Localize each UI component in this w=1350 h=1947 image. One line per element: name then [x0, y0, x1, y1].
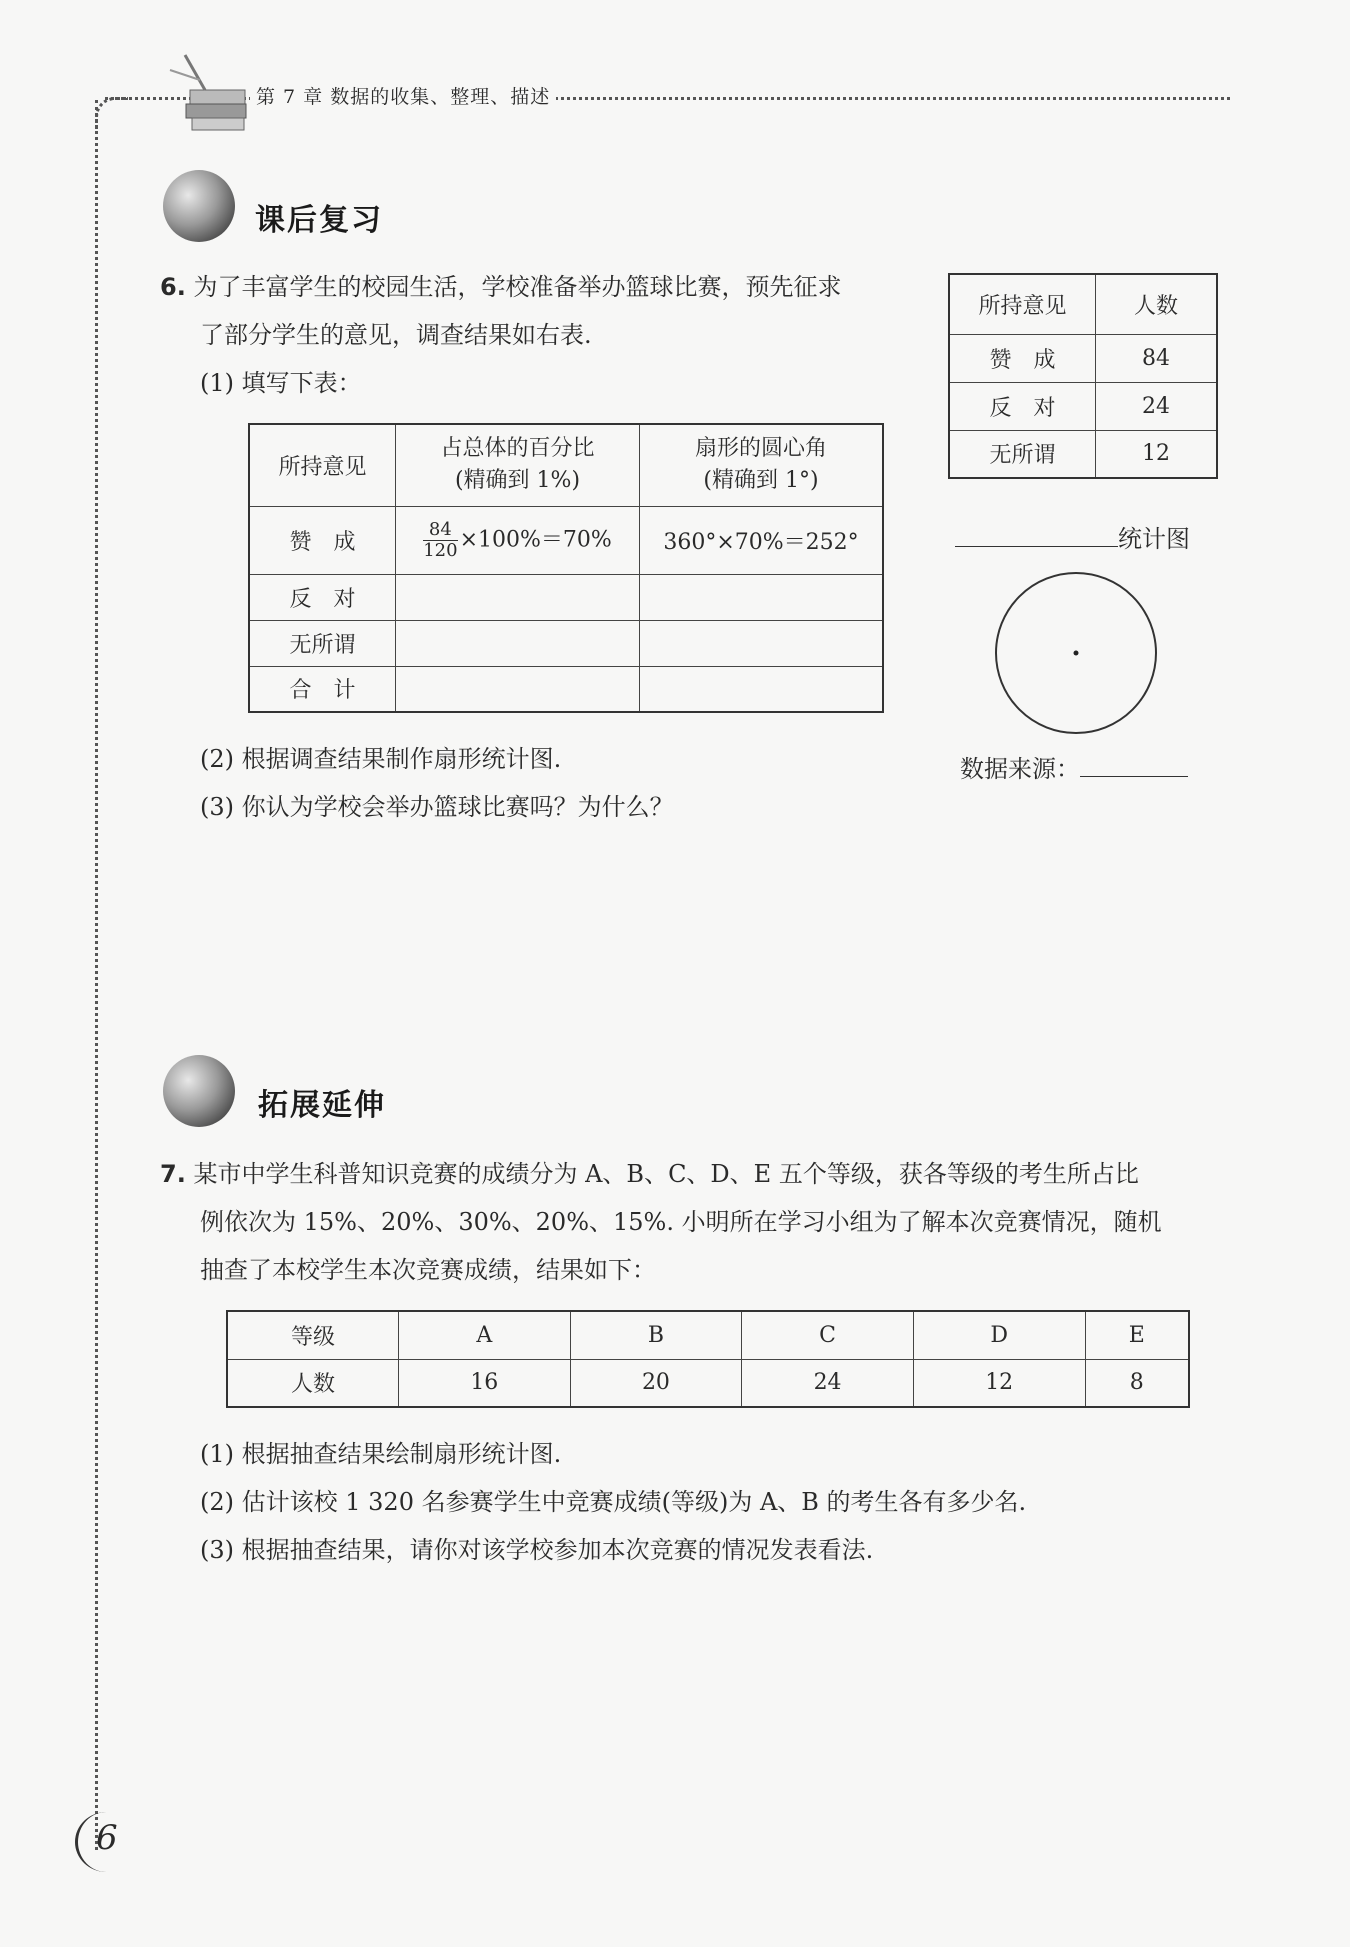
chart-caption: 统计图 [955, 520, 1190, 556]
fraction: $\frac{84}{120}$ [423, 518, 458, 561]
fill-header-opinion: 所持意见 [249, 424, 396, 506]
pie-chart-circle [993, 570, 1159, 736]
q6-line1: 6. 为了丰富学生的校园生活，学校准备举办篮球比赛，预先征求 [160, 273, 842, 301]
fill-blank-cell[interactable] [640, 574, 884, 620]
q6-line2: 了部分学生的意见，调查结果如右表. [200, 321, 592, 349]
q7-number: 7. [160, 1160, 186, 1188]
fill-row-label: 无所谓 [249, 620, 396, 666]
section-title-review: 课后复习 [255, 203, 383, 238]
fill-blank-cell[interactable] [396, 620, 640, 666]
page-border-corner [95, 97, 128, 130]
header-books-icon [160, 50, 255, 135]
page-number: 6 [75, 1812, 138, 1872]
q7-part3: (3) 根据抽查结果，请你对该学校参加本次竞赛的情况发表看法. [200, 1536, 874, 1564]
survey-cell: 赞 成 [949, 334, 1096, 382]
fill-blank-cell[interactable] [396, 574, 640, 620]
grade-table-cell: C [742, 1311, 914, 1359]
q6-part3: (3) 你认为学校会举办篮球比赛吗？为什么？ [200, 793, 674, 821]
survey-cell: 84 [1096, 334, 1218, 382]
grade-table-cell: 8 [1085, 1359, 1189, 1407]
grade-table-cell: B [570, 1311, 742, 1359]
grade-table-cell: 人数 [227, 1359, 399, 1407]
fill-header-angle: 扇形的圆心角 (精确到 1°) [640, 424, 884, 506]
q6-part2: (2) 根据调查结果制作扇形统计图. [200, 745, 562, 773]
survey-header-opinion: 所持意见 [949, 274, 1096, 334]
q7-line2: 例依次为 15%、20%、30%、20%、15%. 小明所在学习小组为了解本次竞赛情况，随机 [200, 1208, 1162, 1236]
grade-table-cell: 20 [570, 1359, 742, 1407]
q6-number: 6. [160, 273, 186, 301]
grade-table-cell: 16 [399, 1359, 571, 1407]
grade-table-cell: 等级 [227, 1311, 399, 1359]
fill-angle-answer: 360°×70%＝252° [640, 506, 884, 574]
survey-header-count: 人数 [1096, 274, 1218, 334]
fill-percent-answer: $\frac{84}{120}$ ×100%＝70% [396, 506, 640, 574]
globe-icon [163, 170, 235, 242]
q7-line1: 7. 某市中学生科普知识竞赛的成绩分为 A、B、C、D、E 五个等级，获各等级的考生所占比 [160, 1160, 1139, 1188]
q7-part1: (1) 根据抽查结果绘制扇形统计图. [200, 1440, 562, 1468]
data-source: 数据来源： [960, 750, 1188, 786]
grade-table [226, 1310, 1190, 1408]
chart-title-blank[interactable] [955, 520, 1118, 547]
fill-header-percent: 占总体的百分比 (精确到 1%) [396, 424, 640, 506]
page-border-left [95, 100, 98, 1850]
fill-row-label: 反 对 [249, 574, 396, 620]
source-blank[interactable] [1080, 750, 1188, 777]
survey-cell: 12 [1096, 430, 1218, 478]
survey-cell: 24 [1096, 382, 1218, 430]
survey-cell: 无所谓 [949, 430, 1096, 478]
fill-blank-cell[interactable] [396, 666, 640, 712]
q7-part2: (2) 估计该校 1 320 名参赛学生中竞赛成绩(等级)为 A、B 的考生各有多少名. [200, 1488, 1027, 1516]
survey-cell: 反 对 [949, 382, 1096, 430]
fill-blank-cell[interactable] [640, 666, 884, 712]
chapter-header: 第 7 章 数据的收集、整理、描述 [250, 82, 556, 109]
fill-row-label: 合 计 [249, 666, 396, 712]
grade-table-cell: E [1085, 1311, 1189, 1359]
q6-part1: (1) 填写下表： [200, 369, 362, 397]
section-title-extension: 拓展延伸 [258, 1088, 386, 1123]
survey-table [948, 273, 1218, 479]
fill-row-label: 赞 成 [249, 506, 396, 574]
grade-table-cell: A [399, 1311, 571, 1359]
grade-table-cell: D [913, 1311, 1085, 1359]
grade-table-cell: 24 [742, 1359, 914, 1407]
fill-blank-cell[interactable] [640, 620, 884, 666]
fill-table [248, 423, 884, 713]
globe-icon [163, 1055, 235, 1127]
grade-table-cell: 12 [913, 1359, 1085, 1407]
q7-line3: 抽查了本校学生本次竞赛成绩，结果如下： [200, 1256, 656, 1284]
